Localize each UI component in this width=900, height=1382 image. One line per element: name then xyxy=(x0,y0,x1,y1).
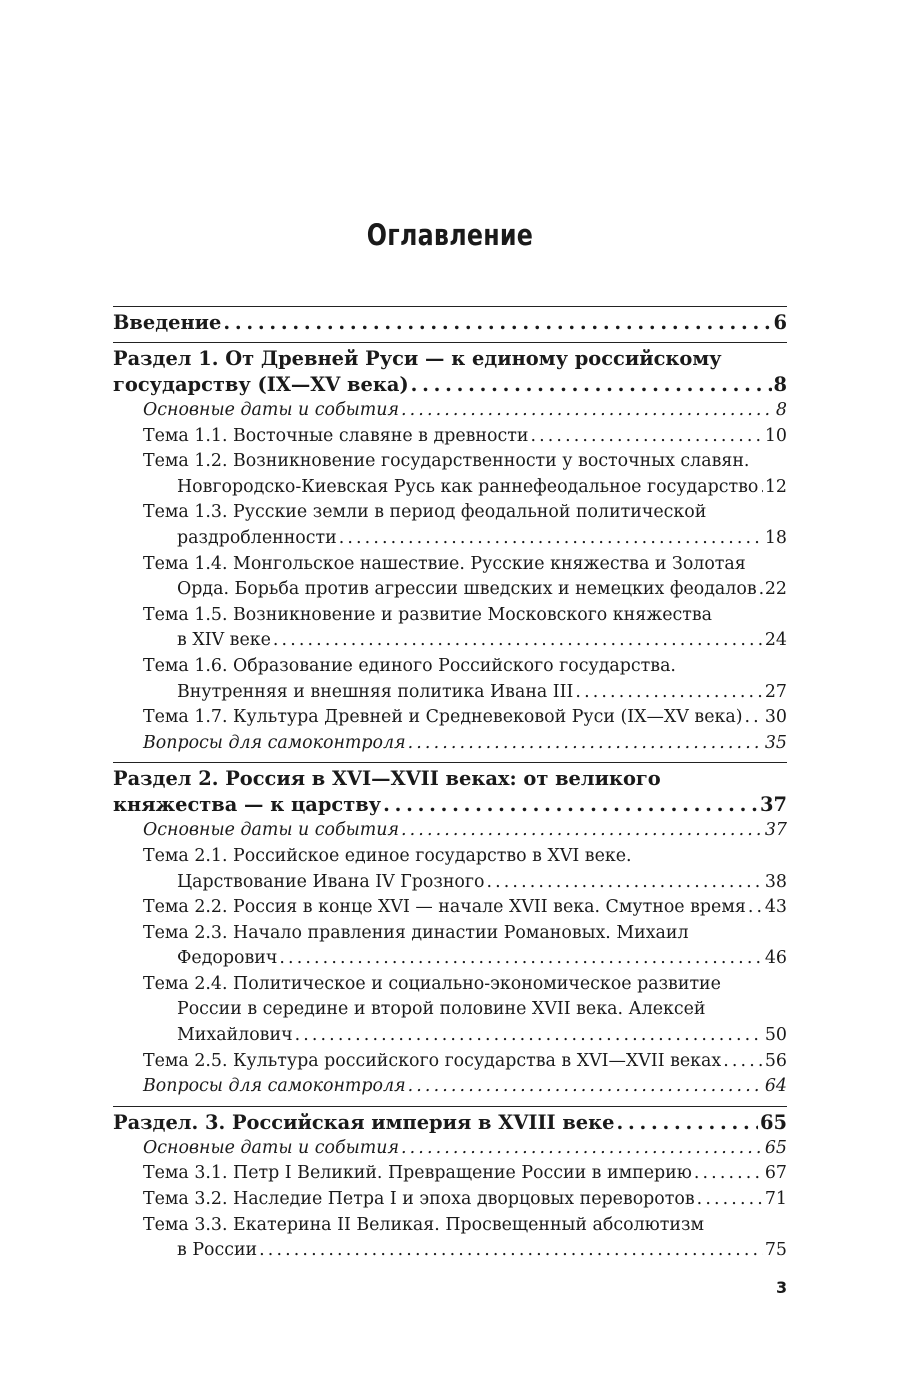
toc-line-text: Внутренняя и внешняя политика Ивана III xyxy=(177,681,574,702)
page-title: Оглавление xyxy=(366,218,534,252)
toc-entry[interactable] xyxy=(113,844,787,895)
toc-section xyxy=(113,1106,787,1264)
dot-leader xyxy=(401,398,774,424)
toc-line: Тема 3.3. Екатерина II Великая. Просвещенный абсолютизм xyxy=(143,1214,704,1235)
section-heading-line: Раздел 1. От Древней Руси — к единому российскому xyxy=(113,347,722,370)
toc-line-text: Тема 2.5. Культура российского государства в XVI—XVII веках xyxy=(143,1050,722,1071)
toc-page-number: 18 xyxy=(764,527,787,548)
dot-leader xyxy=(530,424,762,450)
toc-page-number: 24 xyxy=(764,630,787,651)
toc-line-text: Тема 1.1. Восточные славяне в древности xyxy=(143,425,529,446)
dot-leader xyxy=(697,1187,763,1213)
toc-line-text: Тема 1.7. Культура Древней и Средневековой Руси (IX—XV века) xyxy=(143,707,743,728)
toc-page-number: 46 xyxy=(764,948,787,969)
toc-line-text: Михайлович xyxy=(177,1025,293,1046)
toc-entry[interactable] xyxy=(113,895,787,921)
toc-entry[interactable] xyxy=(113,654,787,705)
toc-page-number: 27 xyxy=(764,681,787,702)
toc-line[interactable] xyxy=(143,870,787,896)
toc-line[interactable] xyxy=(143,1161,787,1187)
toc-page-number: 64 xyxy=(764,1076,787,1097)
dot-leader xyxy=(411,372,772,398)
toc-line-text: раздробленности xyxy=(177,527,337,548)
toc-line-text: Федорович xyxy=(177,948,278,969)
toc-line[interactable] xyxy=(143,526,787,552)
toc-entry[interactable] xyxy=(113,972,787,1049)
section-heading-link[interactable] xyxy=(113,372,787,398)
toc-line[interactable] xyxy=(143,680,787,706)
table-of-contents xyxy=(113,306,787,1270)
toc-line: Тема 2.4. Политическое и социально-экономическое развитие xyxy=(143,973,721,994)
toc-line[interactable] xyxy=(143,475,787,501)
toc-line-text: Орда. Борьба против агрессии шведских и немецких феодалов xyxy=(177,579,757,600)
toc-entry[interactable] xyxy=(113,1161,787,1187)
toc-page-number: 8 xyxy=(773,373,787,396)
toc-page-number: 56 xyxy=(764,1050,787,1071)
toc-page-number: 6 xyxy=(773,311,787,334)
toc-line: России в середине и второй половине XVII века. Алексей xyxy=(177,999,706,1020)
dot-leader xyxy=(694,1161,763,1187)
toc-line[interactable] xyxy=(143,1049,787,1075)
toc-line: Тема 1.5. Возникновение и развитие Московского княжества xyxy=(143,604,713,625)
dot-leader xyxy=(748,895,763,921)
toc-page-number: 38 xyxy=(764,871,787,892)
toc-line[interactable] xyxy=(143,705,787,731)
toc-page-number: 30 xyxy=(764,707,787,728)
toc-line[interactable] xyxy=(143,731,787,757)
toc-line-text: Тема 3.2. Наследие Петра I и эпоха дворцовых переворотов xyxy=(143,1189,695,1210)
toc-page-number: 22 xyxy=(764,579,787,600)
dot-leader xyxy=(745,705,763,731)
section-heading-link[interactable] xyxy=(113,1110,787,1136)
dot-leader xyxy=(486,870,762,896)
toc-line[interactable] xyxy=(143,398,787,424)
toc-entry[interactable] xyxy=(113,603,787,654)
toc-page-number: 65 xyxy=(760,1110,787,1134)
toc-entry[interactable] xyxy=(113,731,787,757)
dot-leader xyxy=(273,628,763,654)
toc-section xyxy=(113,762,787,1100)
toc-line-text: в России xyxy=(177,1240,258,1261)
toc-page-number: 37 xyxy=(760,793,787,817)
toc-entry[interactable] xyxy=(113,1187,787,1213)
toc-line[interactable] xyxy=(143,895,787,921)
dot-leader xyxy=(617,1110,759,1136)
dot-leader xyxy=(575,680,762,706)
toc-line-text: Введение xyxy=(113,311,222,334)
toc-line[interactable] xyxy=(143,577,787,603)
toc-line[interactable] xyxy=(143,1136,787,1162)
toc-intro-link[interactable] xyxy=(113,310,787,336)
toc-line[interactable] xyxy=(143,628,787,654)
page-number: 3 xyxy=(776,1278,788,1297)
toc-line: Тема 1.6. Образование единого Российского государства. xyxy=(143,655,676,676)
dot-leader xyxy=(408,1074,763,1100)
toc-line-text: Основные даты и события xyxy=(143,400,399,420)
dot-leader xyxy=(408,731,763,757)
toc-page-number: 37 xyxy=(764,820,787,841)
toc-line-text: государству (IX—XV века) xyxy=(113,373,409,396)
toc-entry[interactable] xyxy=(113,921,787,972)
toc-entry[interactable] xyxy=(113,398,787,424)
toc-page-number: 67 xyxy=(764,1163,787,1184)
toc-line-text: Основные даты и события xyxy=(143,1137,399,1158)
toc-line[interactable] xyxy=(143,1187,787,1213)
toc-page-number: 75 xyxy=(764,1240,787,1261)
toc-line[interactable] xyxy=(143,946,787,972)
toc-entry[interactable] xyxy=(113,424,787,450)
toc-page-number: 10 xyxy=(764,425,787,446)
toc-line-text: Тема 2.2. Россия в конце XVI — начале XVII века. Смутное время xyxy=(143,897,746,918)
toc-page-number: 65 xyxy=(764,1137,787,1158)
toc-section xyxy=(113,342,787,756)
toc-entry[interactable] xyxy=(113,1136,787,1162)
dot-leader xyxy=(223,310,771,336)
toc-line: Тема 1.2. Возникновение государственности у восточных славян. xyxy=(143,451,750,472)
dot-leader xyxy=(723,1049,763,1075)
toc-entry[interactable] xyxy=(113,1049,787,1075)
section-heading-link[interactable] xyxy=(113,792,787,818)
dot-leader xyxy=(295,1023,763,1049)
toc-line[interactable] xyxy=(143,1074,787,1100)
toc-page-number: 71 xyxy=(764,1189,787,1210)
dot-leader xyxy=(259,1238,763,1264)
toc-line: Тема 2.1. Российское единое государство в XVI веке. xyxy=(143,845,632,866)
toc-line-text: княжества — к царству xyxy=(113,793,382,817)
toc-line[interactable] xyxy=(143,1023,787,1049)
toc-entry[interactable] xyxy=(113,552,787,603)
toc-line: Тема 2.3. Начало правления династии Романовых. Михаил xyxy=(143,922,689,943)
toc-entry[interactable] xyxy=(113,818,787,844)
toc-entry[interactable] xyxy=(113,500,787,551)
toc-entry[interactable] xyxy=(113,449,787,500)
toc-line-text: Тема 3.1. Петр I Великий. Превращение России в империю xyxy=(143,1163,692,1184)
dot-leader xyxy=(279,946,762,972)
toc-line[interactable] xyxy=(143,1238,787,1264)
toc-line-text: Основные даты и события xyxy=(143,820,399,841)
dot-leader xyxy=(401,1136,763,1162)
toc-page-number: 43 xyxy=(764,897,787,918)
toc-section-intro xyxy=(113,306,787,336)
toc-line-text: Раздел. 3. Российская империя в XVIII веке xyxy=(113,1110,615,1134)
toc-page-number: 50 xyxy=(764,1025,787,1046)
toc-line-text: в XIV веке xyxy=(177,630,271,651)
section-heading-line: Раздел 2. Россия в XVI—XVII веках: от великого xyxy=(113,767,661,791)
toc-line[interactable] xyxy=(143,818,787,844)
toc-line: Тема 1.4. Монгольское нашествие. Русские княжества и Золотая xyxy=(143,553,746,574)
dot-leader xyxy=(759,577,763,603)
toc-line-text: Новгородско-Киевская Русь как раннефеодальное государство xyxy=(177,476,759,497)
toc-line-text: Вопросы для самоконтроля xyxy=(143,1076,406,1097)
toc-entry[interactable] xyxy=(113,705,787,731)
toc-line: Тема 1.3. Русские земли в период феодальной политической xyxy=(143,502,707,523)
toc-line[interactable] xyxy=(143,424,787,450)
toc-entry[interactable] xyxy=(113,1213,787,1264)
toc-entry[interactable] xyxy=(113,1074,787,1100)
dot-leader xyxy=(760,475,762,501)
toc-line-text: Вопросы для самоконтроля xyxy=(143,732,406,753)
dot-leader xyxy=(401,818,763,844)
toc-line-text: Царствование Ивана IV Грозного xyxy=(177,871,485,892)
dot-leader xyxy=(383,792,758,818)
toc-page-number: 8 xyxy=(775,400,787,420)
dot-leader xyxy=(339,526,763,552)
toc-page-number: 12 xyxy=(764,476,787,497)
toc-page-number: 35 xyxy=(764,732,787,753)
